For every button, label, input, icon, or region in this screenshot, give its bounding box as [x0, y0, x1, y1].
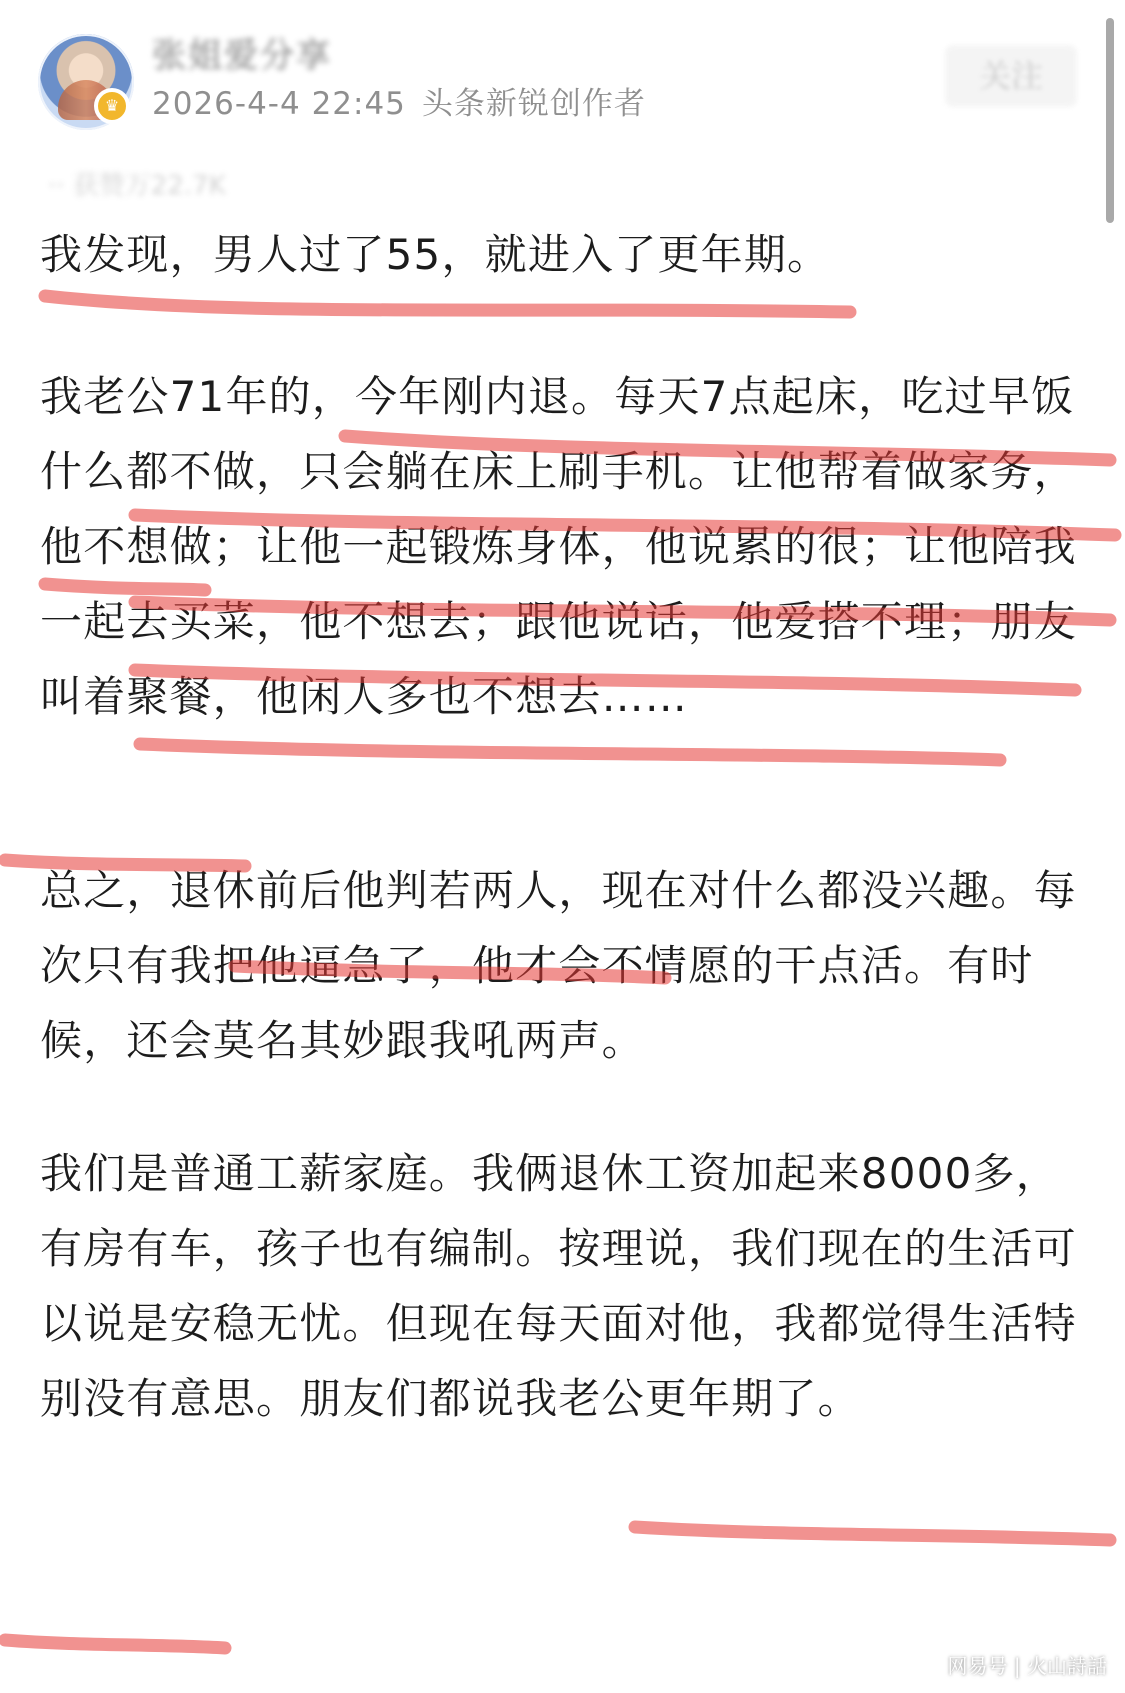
highlight-stroke [140, 744, 1000, 760]
highlight-stroke [45, 296, 850, 312]
paragraph-2: 我老公71年的，今年刚内退。每天7点起床，吃过早饭什么都不做，只会躺在床上刷手机。让他帮着做家务，他不想做；让他一起锻炼身体，他说累的很；让他陪我一起去买菜，他不想去；跟他说话，他爱搭不理；朋友叫着聚餐，他闲人多也不想去…… [40, 372, 1077, 721]
author-tag: 头条新锐创作者 [421, 86, 646, 122]
paragraph-4: 我们是普通工薪家庭。我俩退休工资加起来8000多，有房有车，孩子也有编制。按理说，我们现在的生活可以说是安稳无忧。但现在每天面对他，我都觉得生活特别没有意思。朋友们都说我老公更年期了。 [40, 1149, 1077, 1423]
highlight-stroke [635, 1527, 1110, 1540]
paragraph-3: 总之，退休前后他判若两人，现在对什么都没兴趣。每次只有我把他逼急了，他才会不情愿的干点活。有时候，还会莫名其妙跟我吼两声。 [40, 866, 1077, 1065]
author-name[interactable]: 张姐爱分享 [152, 36, 332, 76]
post-timestamp: 2026-4-4 22:45 [152, 86, 406, 122]
scrollbar[interactable] [1106, 18, 1114, 223]
paragraph-1: 我发现，男人过了55，就进入了更年期。 [40, 230, 831, 279]
post-header [0, 0, 1125, 210]
blurred-subline: ·· 获赞万22.7K [48, 171, 226, 201]
watermark: 网易号 | 火山詩話 [947, 1654, 1107, 1678]
follow-button[interactable]: 关注 [945, 45, 1077, 107]
post-meta [152, 78, 646, 123]
highlight-stroke [5, 1640, 225, 1648]
creator-badge-icon: ♛ [94, 88, 130, 124]
